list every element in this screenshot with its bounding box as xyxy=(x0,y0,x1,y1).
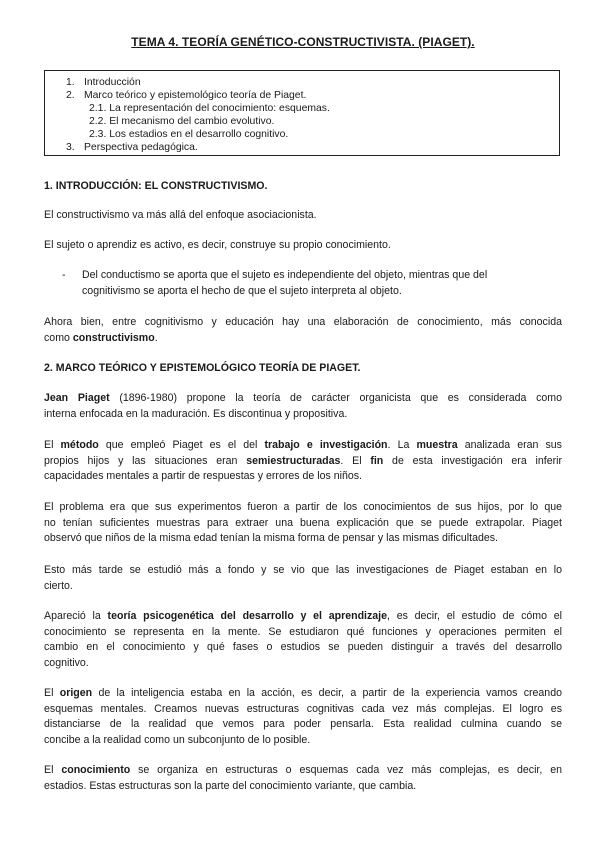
paragraph-line: no tenían suficientes muestras para extraer una buena explicación que se puede extrapolar. Piaget xyxy=(44,516,562,529)
paragraph-line: Jean Piaget (1896-1980) propone la teoría de carácter organicista que es considerada como xyxy=(44,392,562,404)
paragraph-line: distanciarse de la realidad que vemos para poder pensarla. Esta realidad culmina cuando se xyxy=(44,718,562,730)
paragraph-text: El constructivismo va más allá del enfoque asociacionista. xyxy=(44,209,317,221)
paragraph-line: como constructivismo. xyxy=(44,331,158,344)
toc-number: 3. xyxy=(66,142,75,153)
paragraph xyxy=(44,238,562,254)
bullet-item xyxy=(82,268,562,299)
paragraph xyxy=(44,438,562,485)
paragraph-line: Esto más tarde se estudió más a fondo y se vio que las investigaciones de Piaget estaban en lo xyxy=(44,564,562,576)
section-heading: 1. INTRODUCCIÓN: EL CONSTRUCTIVISMO. xyxy=(44,180,268,192)
bullet-line: cognitivismo se aporta el hecho de que el sujeto interpreta al objeto. xyxy=(82,284,402,297)
toc-text: Marco teórico y epistemológico teoría de Piaget. xyxy=(84,90,307,101)
toc-number: 2. xyxy=(66,90,75,101)
section-heading: 2. MARCO TEÓRICO Y EPISTEMOLÓGICO TEORÍA DE PIAGET. xyxy=(44,362,361,374)
paragraph-line: El método que empleó Piaget es el del trabajo e investigación. La muestra analizada eran sus xyxy=(44,439,562,451)
toc-text: Introducción xyxy=(84,77,141,88)
paragraph-line: conocimiento se representa en la mente. Se estudiaron qué funciones y operaciones permiten el xyxy=(44,625,562,638)
paragraph xyxy=(44,208,562,224)
table-of-contents xyxy=(44,70,560,156)
paragraph-line: estadios. Estas estructuras son la parte del conocimiento variante, que cambia. xyxy=(44,779,417,792)
toc-text: 2.3. Los estadios en el desarrollo cognitivo. xyxy=(89,129,289,140)
paragraph-line: capacidades mentales a partir de respuestas y errores de los niños. xyxy=(44,470,362,482)
bold-term: teoría psicogenética del desarrollo y el aprendizaje xyxy=(107,610,388,622)
paragraph-line: Ahora bien, entre cognitivismo y educación hay una elaboración de conocimiento, más conocida xyxy=(44,316,562,328)
paragraph-line: cambio en el conocimiento y qué fases o estudios se pueden distinguir a través del desarrollo xyxy=(44,641,562,653)
bold-term: método xyxy=(60,439,99,451)
paragraph-line: cierto. xyxy=(44,579,73,592)
paragraph-line: esquemas mentales. Creamos nuevas estructuras cognitivas cada vez más complejas. El logro es xyxy=(44,702,562,715)
bold-term: constructivismo xyxy=(72,331,155,344)
bullet-marker: - xyxy=(62,269,66,281)
bold-term: origen xyxy=(59,687,93,699)
paragraph xyxy=(44,500,562,547)
bold-term: Jean Piaget xyxy=(44,392,110,404)
page-title: TEMA 4. TEORÍA GENÉTICO-CONSTRUCTIVISTA. (PIAGET). xyxy=(131,35,475,49)
toc-number: 1. xyxy=(66,77,75,88)
paragraph-line: El conocimiento se organiza en estructuras o esquemas cada vez más complejas, es decir, en xyxy=(44,764,562,776)
paragraph-line: El origen de la inteligencia estaba en la acción, es decir, a partir de la experiencia vamos creando xyxy=(44,687,562,699)
paragraph xyxy=(44,563,562,594)
paragraph xyxy=(44,686,562,748)
paragraph-line: El problema era que sus experimentos fueron a partir de los conocimientos de sus hijos, por lo que xyxy=(44,501,562,513)
paragraph-line: propios hijos y las situaciones eran semiestructuradas. El fin de esta investigación era inferir xyxy=(44,454,562,467)
bold-term: conocimiento xyxy=(61,764,131,776)
bold-term: semiestructuradas xyxy=(246,454,341,467)
bold-term: fin xyxy=(370,454,384,467)
paragraph-line: cognitivo. xyxy=(44,656,89,669)
paragraph xyxy=(44,315,562,346)
toc-text: 2.2. El mecanismo del cambio evolutivo. xyxy=(89,116,275,127)
paragraph xyxy=(44,391,562,422)
paragraph xyxy=(44,763,562,794)
paragraph-line: observó que niños de la misma edad tenían la misma forma de pensar y las mismas dificultades. xyxy=(44,532,498,544)
paragraph-line: concibe a la realidad como un subconjunto de lo posible. xyxy=(44,733,311,746)
bold-term: muestra xyxy=(416,439,458,451)
toc-text: 2.1. La representación del conocimiento: esquemas. xyxy=(89,103,330,114)
paragraph-line: interna enfocada en la maduración. Es discontinua y propositiva. xyxy=(44,407,348,420)
paragraph-line: Apareció la teoría psicogenética del desarrollo y el aprendizaje, es decir, el estudio de cómo el xyxy=(44,610,562,622)
toc-text: Perspectiva pedagógica. xyxy=(84,142,198,153)
paragraph-text: El sujeto o aprendiz es activo, es decir, construye su propio conocimiento. xyxy=(44,239,391,251)
bullet-line: Del conductismo se aporta que el sujeto es independiente del objeto, mientras que del xyxy=(82,269,488,281)
paragraph xyxy=(44,609,562,671)
bold-term: trabajo e investigación xyxy=(264,439,388,451)
